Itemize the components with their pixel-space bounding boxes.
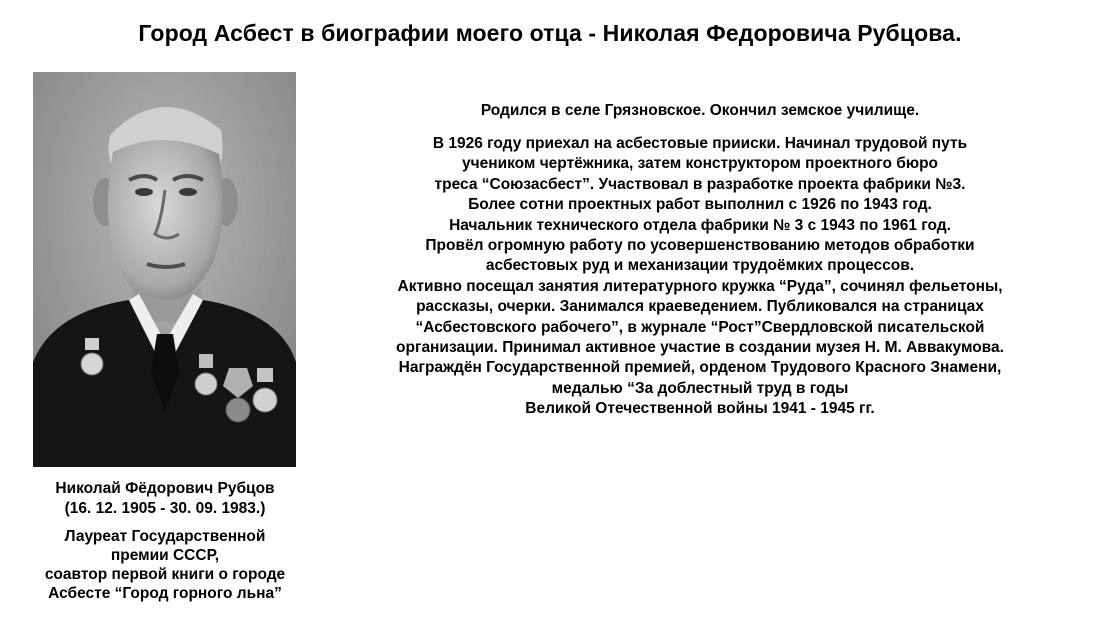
portrait-caption-award <box>0 527 330 603</box>
portrait-caption-dates: (16. 12. 1905 - 30. 09. 1983.) <box>64 500 266 517</box>
bio-line: “Асбестовского рабочего”, в журнале “Рост”Свердловской писательской <box>415 318 985 336</box>
bio-line: Более сотни проектных работ выполнил с 1926 по 1943 год. <box>468 196 932 214</box>
bio-line: Начальник технического отдела фабрики № 3 с 1943 по 1961 год. <box>449 216 951 234</box>
bio-line: Провёл огромную работу по усовершенствованию методов обработки <box>425 237 975 255</box>
bio-line: Активно посещал занятия литературного кружка “Руда”, сочинял фельетоны, <box>397 277 1003 295</box>
portrait-photo <box>33 72 296 467</box>
bio-line: Награждён Государственной премией, орденом Трудового Красного Знамени, <box>398 359 1002 377</box>
bio-intro <box>305 101 1095 121</box>
award-line: Асбесте “Город горного льна” <box>48 585 282 602</box>
bio-line: треса “Союзасбест”. Участвовал в разработке проекта фабрики №3. <box>434 175 966 193</box>
bio-line: организации. Принимал активное участие в создании музея Н. М. Аввакумова. <box>396 339 1004 357</box>
bio-line: рассказы, очерки. Занимался краеведением. Публиковался на страницах <box>416 298 984 316</box>
bio-line: Великой Отечественной войны 1941 - 1945 гг. <box>525 400 875 418</box>
bio-line: учеником чертёжника, затем конструктором проектного бюро <box>461 155 939 173</box>
bio-text <box>305 134 1095 420</box>
page-title: Город Асбест в биографии моего отца - Николая Федоровича Рубцова. <box>138 20 962 46</box>
portrait-caption-name: Николай Фёдорович Рубцов <box>55 480 275 497</box>
bio-line: асбестовых руд и механизации трудоёмких процессов. <box>485 257 915 275</box>
bio-line: В 1926 году приехал на асбестовые прииски. Начинал трудовой путь <box>432 135 968 152</box>
award-line: Лауреат Государственной <box>64 528 266 545</box>
award-line: премии СССР, <box>110 547 220 564</box>
bio-line: Родился в селе Грязновское. Окончил земское училище. <box>480 102 920 119</box>
bio-line: медалью “За доблестный труд в годы <box>551 379 849 397</box>
award-line: соавтор первой книги о городе <box>44 566 286 583</box>
